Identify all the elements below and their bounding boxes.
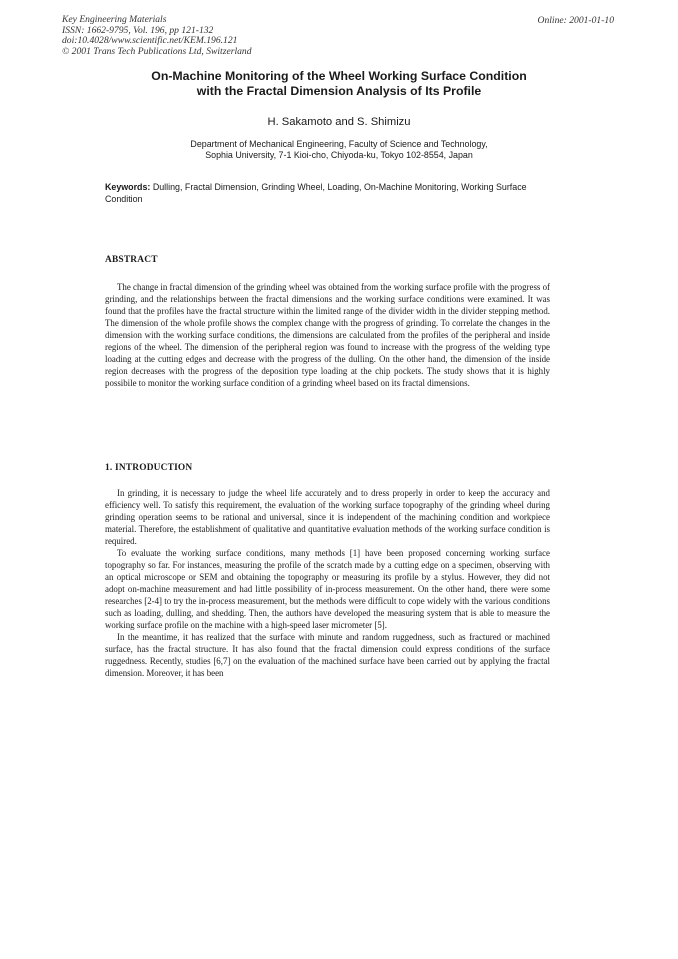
introduction-paragraph-2: To evaluate the working surface conditions, many methods [1] have been proposed concerning working surface topography so far. For instances, measuring the profile of the scratch made by a cutting edge on a specimen, observing with an optical microscope or SEM and obtaining the topography or measuring its profile by a stylus. However, they did not adopt on-machine measurement and had little possibility of in-process measurement. On the other hand, there were some researches [2-4] to try the in-process measurement, but the methods were difficult to cope widely with the various conditions such as loading, dulling, and shedding. Then, the authors have developed the measuring system that is able to measure the working surface profile on the machine with a high-speed laser micrometer [5]. [105, 548, 550, 630]
paper-title [60, 69, 618, 99]
introduction-paragraph-3: In the meantime, it has realized that the surface with minute and random ruggedness, such as fractured or machined surface, has the fractal structure. It has also found that the fractal dimension could express conditions of the surface ruggedness. Recently, studies [6,7] on the evaluation of the machined surface have been carried out by applying the fractal dimension. Moreover, it has been [105, 632, 550, 678]
journal-header [62, 15, 252, 57]
keywords-text: Dulling, Fractal Dimension, Grinding Wheel, Loading, On-Machine Monitoring, Working Surface Condition [105, 182, 527, 204]
authors: H. Sakamoto and S. Shimizu [267, 116, 411, 128]
title-line-1: On-Machine Monitoring of the Wheel Working Surface Condition [151, 69, 527, 83]
abstract-paragraph: The change in fractal dimension of the grinding wheel was obtained from the working surface profile with the progress of grinding, and the relationships between the fractal dimensions and the working surface conditions were examined. It was found that the profiles have the fractal structure within the limited range of the divider width in the divider stepping method. The dimension of the whole profile shows the complex change with the progress of grinding. To correlate the changes in the dimension with the working surface conditions, the dimensions are calculated from the profiles of the peripheral and inside regions of the wheel. The dimension of the peripheral region was found to increase with the progress of the welding type loading at the cutting edges and decrease with the progress of the dulling. On the other hand, the dimension of the inside region decreases with the progress of the deposition type loading at the chip pockets. The study shows that it is highly possibile to monitor the working surface condition of a grinding wheel based on its fractal dimensions. [105, 282, 550, 388]
doi-line: doi:10.4028/www.scientific.net/KEM.196.121 [62, 35, 238, 47]
keywords-label: Keywords: [105, 182, 151, 192]
introduction-paragraph-1: In grinding, it is necessary to judge the wheel life accurately and to dress properly in order to keep the accuracy and efficiency well. To satisfy this requirement, the evaluation of the working surface topography of the grinding wheel during grinding operation seems to be rational and universal, since it is independent of the machining condition and workpiece material. Therefore, the establishment of qualitative and quantitative evaluation methods of the working surface condition is required. [105, 488, 550, 546]
issn-line: ISSN: 1662-9795, Vol. 196, pp 121-132 [62, 24, 214, 36]
keywords [105, 182, 555, 205]
introduction-body [105, 487, 550, 679]
abstract-body [105, 281, 550, 389]
affiliation-line-1: Department of Mechanical Engineering, Faculty of Science and Technology, [190, 139, 488, 149]
abstract-heading: ABSTRACT [105, 255, 158, 265]
copyright-line: © 2001 Trans Tech Publications Ltd, Switzerland [62, 45, 252, 57]
title-line-2: with the Fractal Dimension Analysis of Its Profile [196, 84, 482, 98]
journal-name: Key Engineering Materials [62, 14, 167, 25]
affiliation [60, 139, 618, 162]
affiliation-line-2: Sophia University, 7-1 Kioi-cho, Chiyoda-ku, Tokyo 102-8554, Japan [205, 150, 473, 161]
introduction-heading: 1. INTRODUCTION [105, 463, 193, 473]
online-date: Online: 2001-01-10 [537, 15, 614, 26]
